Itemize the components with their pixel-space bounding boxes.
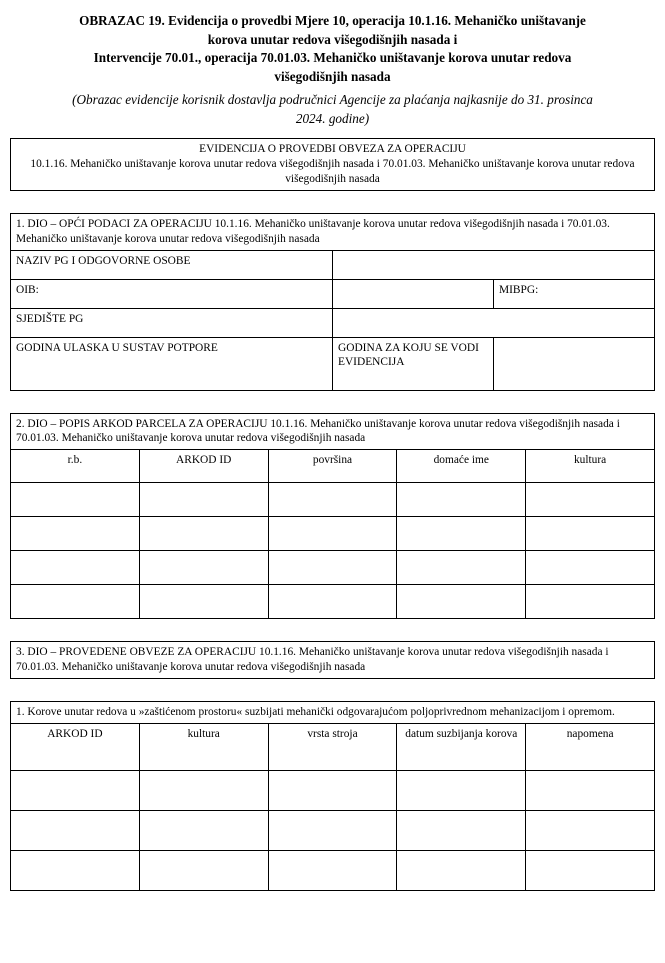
section-2-header-row — [11, 413, 655, 450]
cell-napomena[interactable] — [526, 770, 655, 810]
cell-arkod-id[interactable] — [11, 770, 140, 810]
input-sjediste-pg[interactable] — [333, 308, 655, 337]
title-line-4: višegodišnjih nasada — [274, 69, 391, 85]
subtitle-line-1: (Obrazac evidencije korisnik dostavlja područnici Agencije za plaćanja najkasnije do 31. prosinca — [72, 91, 593, 107]
cell-rb[interactable] — [11, 517, 140, 551]
section-1-header-row — [11, 213, 655, 250]
cell-arkod-id[interactable] — [11, 850, 140, 890]
section-1-table — [10, 213, 655, 391]
obligation-1-header-row — [11, 701, 655, 723]
obligation-1-table — [10, 701, 655, 891]
section-2-column-headers — [11, 450, 655, 483]
cell-domace-ime[interactable] — [397, 483, 526, 517]
cell-datum-suzbijanja[interactable] — [397, 850, 526, 890]
column-header-rb: r.b. — [11, 450, 140, 483]
label-oib: OIB: — [11, 279, 333, 308]
title-line-1: OBRAZAC 19. Evidencija o provedbi Mjere 10, operacija 10.1.16. Mehaničko uništavanje — [79, 13, 586, 28]
section-1-header: 1. DIO – OPĆI PODACI ZA OPERACIJU 10.1.16. Mehaničko uništavanje korova unutar redova višegodišnjih nasada i 70.01.03. Mehaničko uništavanje korova unutar redova višegodišnjih nasada — [11, 213, 655, 250]
obligation-1-column-headers — [11, 723, 655, 770]
table-row — [11, 337, 655, 390]
cell-povrsina[interactable] — [268, 517, 397, 551]
spacer — [10, 619, 655, 641]
table-row — [11, 308, 655, 337]
column-header-arkod-id: ARKOD ID — [11, 723, 140, 770]
input-naziv-pg[interactable] — [333, 250, 655, 279]
evidence-box — [10, 138, 655, 190]
column-header-domace-ime: domaće ime — [397, 450, 526, 483]
page-subtitle — [16, 91, 649, 128]
input-godina-evidencije[interactable] — [494, 337, 655, 390]
section-3-table — [10, 641, 655, 679]
column-header-datum-suzbijanja: datum suzbijanja korova — [397, 723, 526, 770]
cell-domace-ime[interactable] — [397, 585, 526, 619]
table-row — [11, 850, 655, 890]
table-row — [11, 483, 655, 517]
table-row — [11, 551, 655, 585]
table-row — [11, 139, 655, 190]
label-godina-evidencije: GODINA ZA KOJU SE VODI EVIDENCIJA — [333, 337, 494, 390]
section-2-header: 2. DIO – POPIS ARKOD PARCELA ZA OPERACIJU 10.1.16. Mehaničko uništavanje korova unutar redova višegodišnjih nasada i 70.01.03. Mehaničko uništavanje korova unutar redova višegodišnjih nasada — [11, 413, 655, 450]
cell-povrsina[interactable] — [268, 585, 397, 619]
cell-vrsta-stroja[interactable] — [268, 810, 397, 850]
cell-kultura[interactable] — [526, 517, 655, 551]
cell-kultura[interactable] — [139, 850, 268, 890]
cell-povrsina[interactable] — [268, 551, 397, 585]
cell-povrsina[interactable] — [268, 483, 397, 517]
title-line-2: korova unutar redova višegodišnjih nasada i — [207, 31, 458, 47]
cell-domace-ime[interactable] — [397, 551, 526, 585]
input-oib[interactable] — [333, 279, 494, 308]
table-row — [11, 279, 655, 308]
cell-datum-suzbijanja[interactable] — [397, 770, 526, 810]
title-line-3: Intervencije 70.01., operacija 70.01.03. Mehaničko uništavanje korova unutar redova — [93, 50, 572, 66]
table-row — [11, 810, 655, 850]
spacer — [10, 679, 655, 701]
cell-napomena[interactable] — [526, 810, 655, 850]
page-title — [14, 12, 651, 87]
evidence-box-line-1: EVIDENCIJA O PROVEDBI OBVEZA ZA OPERACIJU — [199, 143, 466, 156]
cell-kultura[interactable] — [139, 810, 268, 850]
label-naziv-pg: NAZIV PG I ODGOVORNE OSOBE — [11, 250, 333, 279]
label-mibpg: MIBPG: — [494, 279, 655, 308]
section-3-header-row — [11, 642, 655, 679]
table-row — [11, 585, 655, 619]
cell-rb[interactable] — [11, 551, 140, 585]
cell-arkod-id[interactable] — [11, 810, 140, 850]
subtitle-line-2: 2024. godine) — [295, 110, 370, 126]
cell-vrsta-stroja[interactable] — [268, 850, 397, 890]
cell-rb[interactable] — [11, 483, 140, 517]
table-row — [11, 770, 655, 810]
label-godina-ulaska: GODINA ULASKA U SUSTAV POTPORE — [11, 337, 333, 390]
section-3-header: 3. DIO – PROVEDENE OBVEZE ZA OPERACIJU 10.1.16. Mehaničko uništavanje korova unutar redova višegodišnjih nasada i 70.01.03. Mehaničko uništavanje korova unutar redova višegodišnjih nasada — [11, 642, 655, 679]
cell-rb[interactable] — [11, 585, 140, 619]
cell-arkod-id[interactable] — [139, 483, 268, 517]
cell-domace-ime[interactable] — [397, 517, 526, 551]
cell-arkod-id[interactable] — [139, 517, 268, 551]
cell-kultura[interactable] — [526, 551, 655, 585]
column-header-kultura: kultura — [139, 723, 268, 770]
spacer — [10, 391, 655, 413]
cell-kultura[interactable] — [526, 585, 655, 619]
label-sjediste-pg: SJEDIŠTE PG — [11, 308, 333, 337]
cell-arkod-id[interactable] — [139, 585, 268, 619]
table-row — [11, 517, 655, 551]
evidence-box-line-2: 10.1.16. Mehaničko uništavanje korova unutar redova višegodišnjih nasada i 70.01.03. Mehaničko uništavanje korova unutar redova višegodišnjih nasada — [30, 158, 635, 186]
column-header-povrsina: površina — [268, 450, 397, 483]
cell-vrsta-stroja[interactable] — [268, 770, 397, 810]
cell-napomena[interactable] — [526, 850, 655, 890]
evidence-box-cell — [11, 139, 655, 190]
cell-kultura[interactable] — [526, 483, 655, 517]
spacer — [10, 191, 655, 213]
column-header-kultura: kultura — [526, 450, 655, 483]
cell-kultura[interactable] — [139, 770, 268, 810]
obligation-1-header: 1. Korove unutar redova u »zaštićenom prostoru« suzbijati mehanički odgovarajućom poljoprivrednom mehanizacijom i opremom. — [11, 701, 655, 723]
column-header-napomena: napomena — [526, 723, 655, 770]
section-2-table — [10, 413, 655, 620]
cell-arkod-id[interactable] — [139, 551, 268, 585]
cell-datum-suzbijanja[interactable] — [397, 810, 526, 850]
table-row — [11, 250, 655, 279]
column-header-vrsta-stroja: vrsta stroja — [268, 723, 397, 770]
column-header-arkod-id: ARKOD ID — [139, 450, 268, 483]
